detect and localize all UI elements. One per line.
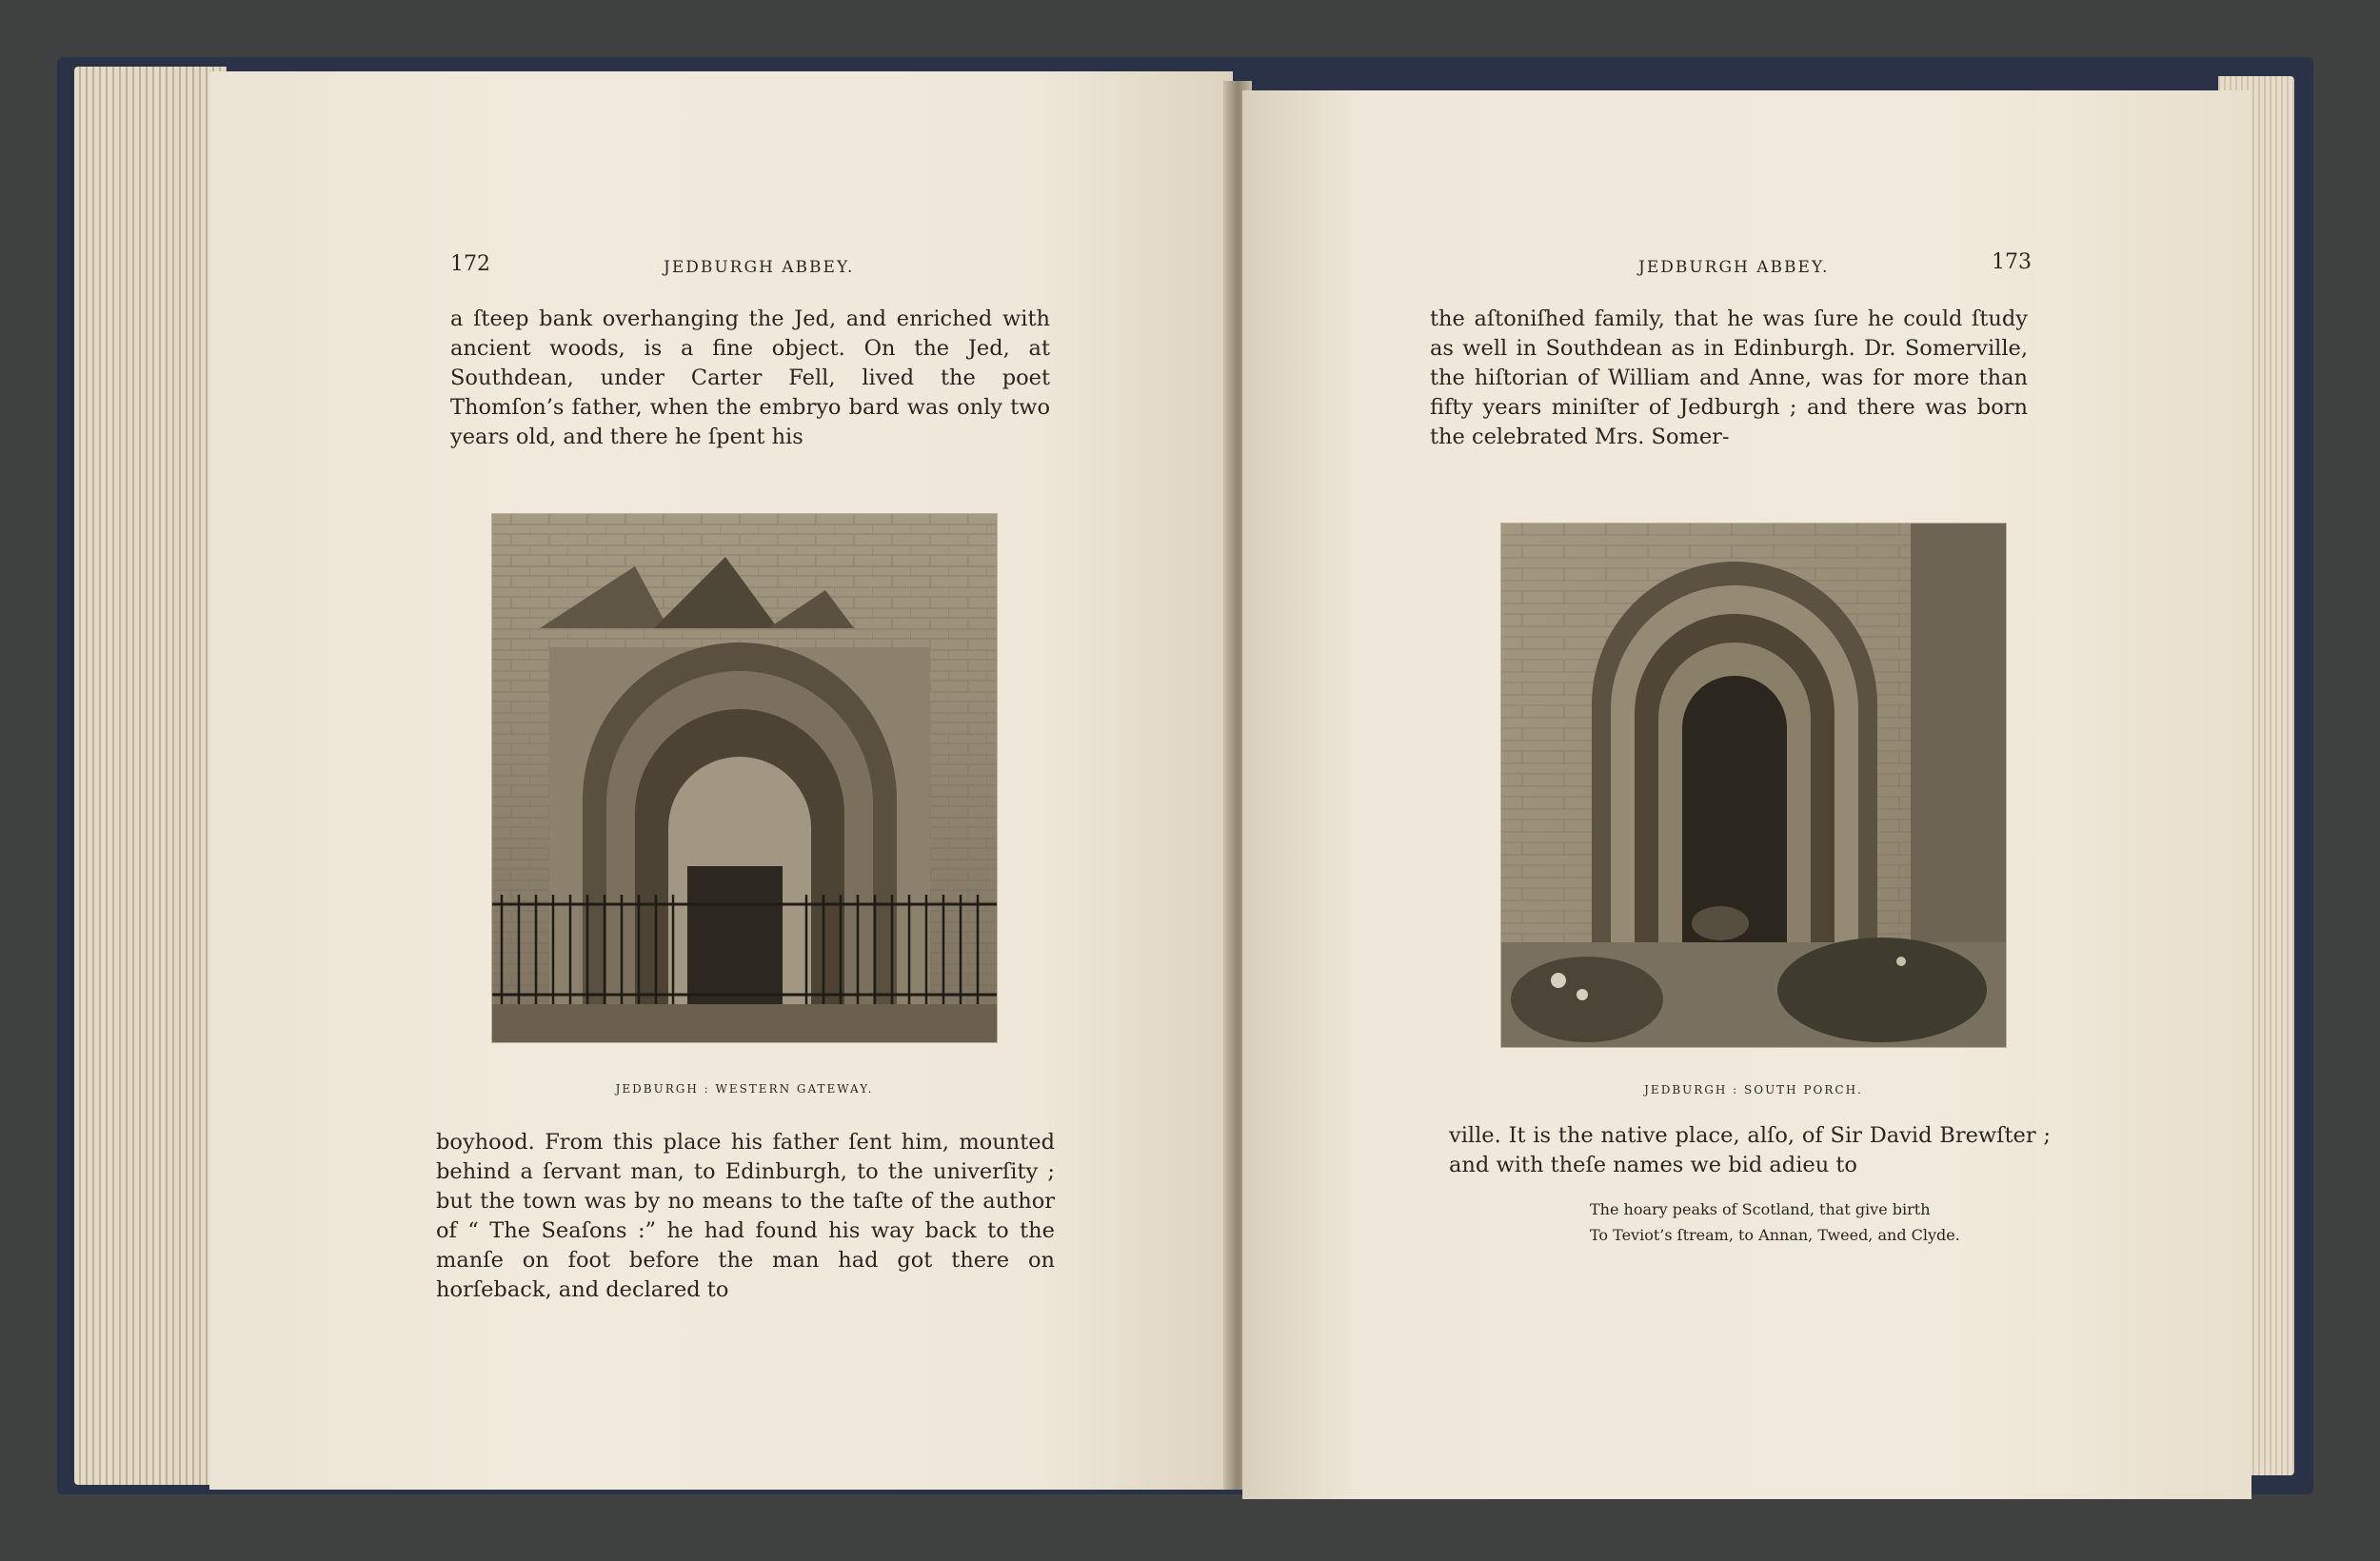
verse-quote	[1590, 1196, 2028, 1248]
right-photo-caption: JEDBURGH : SOUTH PORCH.	[1644, 1083, 1863, 1097]
western-gateway-image	[492, 514, 997, 1042]
south-porch-photo	[1501, 524, 2006, 1047]
right-bottom-paragraph	[1449, 1121, 2051, 1180]
left-top-paragraph	[450, 305, 1050, 452]
left-photo-caption: JEDBURGH : WESTERN GATEWAY.	[615, 1082, 874, 1096]
right-top-text: the aſtoniſhed family, that he was ſure he could ſtudy as well in Southdean as in Edinburgh. Dr. Somerville, the hiſtorian of William and Anne, was for more than fifty years miniſter of Jedburgh ; and there was born the celebrated Mrs. Somer-	[1430, 306, 2028, 449]
left-page-number: 172	[450, 252, 490, 276]
left-running-head: JEDBURGH ABBEY.	[664, 258, 855, 277]
page-edges-left	[74, 67, 227, 1485]
right-top-paragraph	[1430, 305, 2028, 452]
right-running-head: JEDBURGH ABBEY.	[1638, 258, 1830, 277]
western-gateway-photo	[492, 514, 997, 1042]
left-page	[209, 71, 1233, 1490]
left-bottom-paragraph	[436, 1128, 1055, 1305]
right-page-number: 173	[1992, 250, 2032, 274]
left-top-text: a ſteep bank overhanging the Jed, and enriched with ancient woods, is a fine object. On the Jed, at Southdean, under Carter Fell, lived the poet Thomſon’s father, when the embryo bard was only two years old, and there he ſpent his	[450, 306, 1050, 449]
verse-line-2: To Teviot’s ſtream, to Annan, Tweed, and Clyde.	[1590, 1226, 1960, 1244]
left-bottom-text: boyhood. From this place his father ſent him, mounted behind a ſervant man, to Edinburgh, to the univerſity ; but the town was by no means to the taſte of the author of “ The Seaſons :” he had found his way back to the manſe on foot before the man had got there on horſeback, and declared to	[436, 1130, 1055, 1302]
right-page	[1242, 90, 2251, 1499]
south-porch-image	[1501, 524, 2006, 1047]
right-bottom-text: ville. It is the native place, alſo, of Sir David Brewſter ; and with theſe names we bid adieu to	[1449, 1123, 2051, 1177]
verse-line-1: The hoary peaks of Scotland, that give birth	[1590, 1200, 1931, 1218]
